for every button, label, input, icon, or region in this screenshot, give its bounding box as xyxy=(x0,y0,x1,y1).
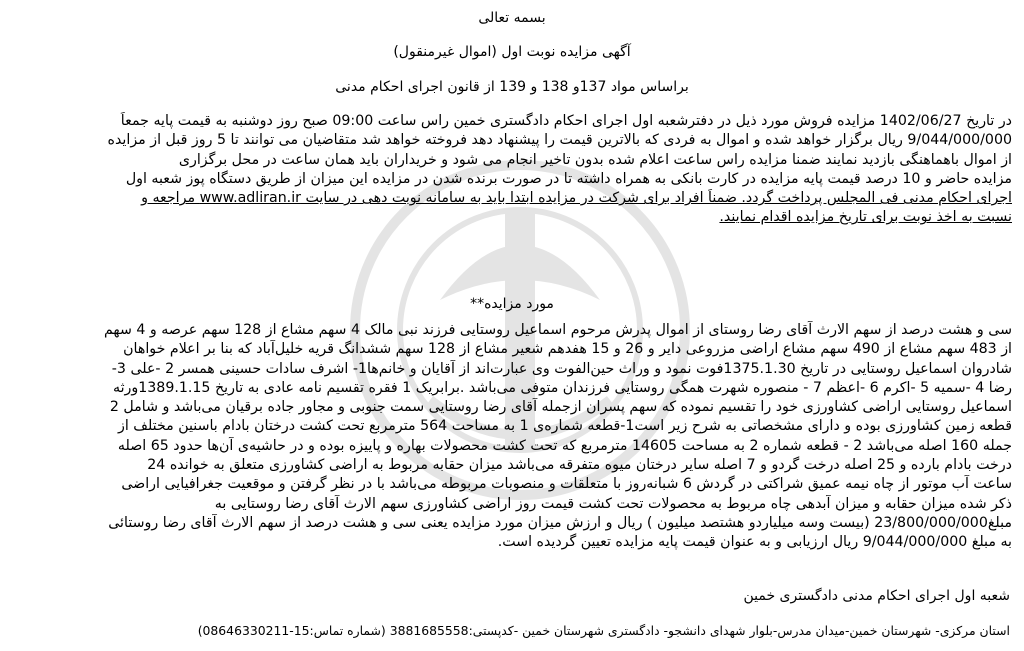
subject-line: قطعه زمین کشاورزی بوده و دارای مشخصاتی به شرح زیر است1-قطعه شماره‌ی 1 به مساحت 564 مترمربع تحت کشت درختان بادام باسنین مختلف از xyxy=(117,418,1012,435)
contact-footer: استان مرکزی- شهرستان خمین-میدان مدرس-بلوار شهدای دانشجو- دادگستری شهرستان خمین -کدپستی:3881685558 (شماره تماس:15-08646330211) xyxy=(197,623,1010,638)
legal-basis: براساس مواد 137و 138 و 139 از قانون اجرای احکام مدنی xyxy=(335,79,689,95)
subject-line: ذکر شده میزان حقابه و میزان آبدهی چاه مربوط به محصولات تحت کشت قیمت روز اراضی کشاورزی سهم الارث آقای رضا روستایی به xyxy=(214,495,1012,512)
subject-line: سی و هشت درصد از سهم الارث آقای رضا روستای از اموال پدرش مرحوم اسماعیل روستایی فرزند نبی مالک 4 سهم مشاع از 128 سهم عرصه و 4 سهم xyxy=(103,322,1012,338)
issuing-branch-signature: شعبه اول اجرای احکام مدنی دادگستری خمین xyxy=(743,588,1010,604)
basmala: بسمه تعالی xyxy=(478,10,546,26)
intro-paragraph xyxy=(12,112,1012,228)
subject-line: جمله 160 اصله می‌باشد 2 - قطعه شماره 2 به مساحت 14605 مترمربع که تحت کشت محصولات بهاره و پاییزه بوده و در حاشیه‌ی آن‌ها حدود 65 اصله xyxy=(117,437,1012,454)
intro-line: در تاریخ 1402/06/27 مزایده فروش مورد ذیل در دفترشعبه اول اجرای احکام دادگستری خمین راس ساعت 09:00 صبح روز دوشنبه به قیمت پایه جمعاً xyxy=(120,113,1012,129)
subject-line: اسماعیل روستایی اراضی کشاورزی خود را تقسیم نموده که سهم پسران ازجمله آقای رضا روستایی سمت جنوبی و مجاور جاده برقیان می‌باشد و شامل 2 xyxy=(109,399,1012,416)
subject-paragraph xyxy=(12,321,1012,553)
intro-line: 9/044/000/000 ریال برگزار خواهد شده و اموال به فردی که بالاترین قیمت را پیشنهاد دهد فروخته خواهد شد متقاضیان می توانند تا 5 روز قبل از مزایده xyxy=(107,132,1012,149)
notice-title: آگهی مزایده نوبت اول (اموال غیرمنقول) xyxy=(393,44,631,60)
subject-line: ساعت آب موتور از چاه نیمه عمیق شراکتی در گردش 6 شبانه‌روز با متعلقات و منصوبات مربوطه می‌باشد با در نظر گرفتن و موقعیت جغرافیایی اراضی xyxy=(121,476,1012,493)
intro-line: نسبت به اخذ نوبت برای تاریخ مزایده اقدام نمایند. xyxy=(719,209,1012,226)
subject-line: درخت بادام بارده و 25 اصله درخت گردو و 7 اصله سایر درختان میوه متفرقه می‌باشد میزان حقابه مربوط به اراضی کشاورزی متعلق به خوانده 24 xyxy=(147,457,1012,474)
subject-line: از 483 سهم مشاع از 490 سهم مشاع اراضی مزروعی دایر و 26 و 15 هفدهم شعیر مشاع از 128 سهم ششدانگ قریه خلیل‌آباد که بنا بر اعلام خواهان xyxy=(123,341,1012,358)
subject-line: شادروان اسماعیل روستایی در تاریخ 1375.1.30فوت نمود و وراث حین‌الفوت وی عبارت‌اند از آقایان و خانم‌ها1- اشرف سادات حسینی همسر 2 -علی 3- xyxy=(111,360,1012,377)
subject-line: مبلغ23/800/000/000 (بیست وسه میلیاردو هشتصد میلیون ) ریال و ارزش میزان مورد مزایده یعنی سی و هشت درصد از سهم الارث آقای رضا روستائی xyxy=(108,514,1012,531)
subject-line: رضا 4 -سمیه 5 -اکرم 6 -اعظم 7 - منصوره شهرت همگی روستایی فرزندان متوفی می‌باشد .برابریک 1 فقره تقسیم نامه عادی به تاریخ 1389.1.15ورثه xyxy=(112,379,1012,396)
intro-line: مزایده حاضر و 10 درصد قیمت پایه مزایده در کارت بانکی به همراه داشته تا در صورت برنده شدن در مزایده این میزان از طریق دستگاه پوز شعبه اول xyxy=(125,170,1012,187)
intro-line: از اموال باهماهنگی بازدید نمایند ضمنا مزایده راس ساعت اعلام شده بدون تاخیر انجام می شود و خریداران باید همان ساعت در محل برگزاری xyxy=(178,151,1012,168)
subject-line: به مبلغ 9/044/000/000 ریال ارزیابی و به عنوان قیمت پایه مزایده تعیین گردیده است. xyxy=(497,534,1012,551)
section-title: مورد مزایده** xyxy=(470,296,554,312)
intro-line-website: اجرای احکام مدنی فی المجلس پرداخت گردد. ضمناً افراد برای شرکت در مزایده ابتدا باید به سامانه نوبت دهی در سایت www.adliran.ir مراجعه و xyxy=(141,190,1012,207)
